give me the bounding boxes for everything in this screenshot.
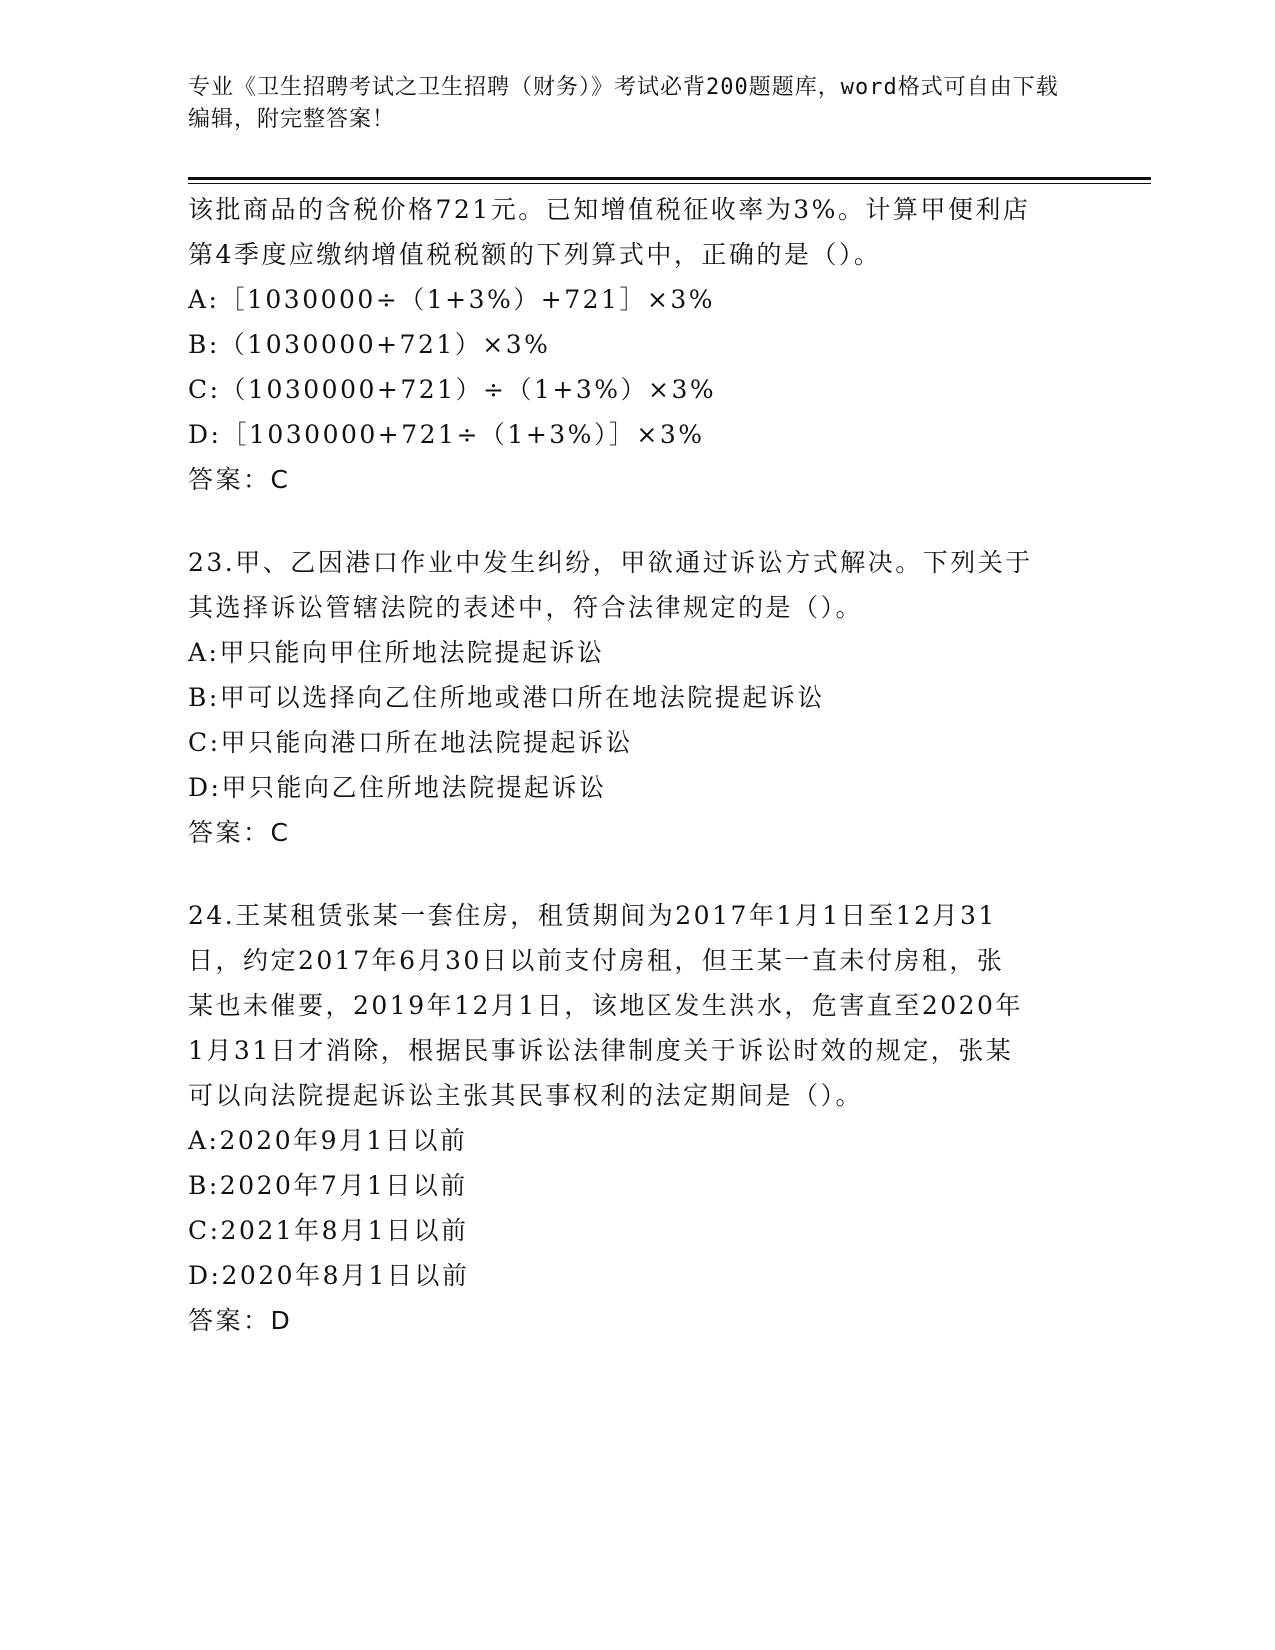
question-stem-line: 某也未催要，2019年12月1日，该地区发生洪水，危害直至2020年 [188, 991, 1023, 1020]
question-stem-line: 第4季度应缴纳增值税税额的下列算式中，正确的是（）。 [188, 240, 882, 269]
question-stem-line: 可以向法院提起诉讼主张其民事权利的法定期间是（）。 [188, 1081, 864, 1110]
question-23 [188, 540, 1088, 855]
question-stem-line: 1月31日才消除，根据民事诉讼法律制度关于诉讼时效的规定，张某 [188, 1036, 1014, 1065]
question-spacer [188, 502, 1088, 540]
question-24 [188, 893, 1088, 1343]
option-c: C:（1030000+721）÷（1+3%）×3% [188, 375, 717, 404]
option-b: B:甲可以选择向乙住所地或港口所在地法院提起诉讼 [188, 683, 825, 712]
question-list [188, 187, 1088, 1343]
option-c: C:甲只能向港口所在地法院提起诉讼 [188, 728, 634, 757]
question-stem-line: 23.甲、乙因港口作业中发生纠纷，甲欲通过诉讼方式解决。下列关于 [188, 548, 1033, 577]
question-22 [188, 187, 1088, 502]
option-b: B:（1030000+721）×3% [188, 330, 551, 359]
answer: 答案：D [188, 1306, 293, 1335]
question-stem-line: 其选择诉讼管辖法院的表述中，符合法律规定的是（）。 [188, 593, 864, 622]
document-header: 专业《卫生招聘考试之卫生招聘（财务）》考试必背200题题库，word格式可自由下载编辑，附完整答案！ [188, 75, 1059, 132]
question-stem-line: 该批商品的含税价格721元。已知增值税征收率为3%。计算甲便利店 [188, 195, 1031, 224]
answer: 答案：C [188, 818, 291, 847]
header-divider-thin [188, 183, 1151, 184]
option-b: B:2020年7月1日以前 [188, 1171, 468, 1200]
header-divider-thick [188, 177, 1151, 180]
answer: 答案：C [188, 465, 291, 494]
question-stem-line: 24.王某租赁张某一套住房，租赁期间为2017年1月1日至12月31 [188, 901, 997, 930]
option-d: D:甲只能向乙住所地法院提起诉讼 [188, 773, 607, 802]
question-spacer [188, 855, 1088, 893]
option-a: A:甲只能向甲住所地法院提起诉讼 [188, 638, 605, 667]
option-d: D:［1030000+721÷（1+3%）］×3% [188, 420, 705, 449]
option-c: C:2021年8月1日以前 [188, 1216, 469, 1245]
option-a: A:2020年9月1日以前 [188, 1126, 468, 1155]
question-stem-line: 日，约定2017年6月30日以前支付房租，但王某一直未付房租，张 [188, 946, 1005, 975]
option-a: A:［1030000÷（1+3%）+721］×3% [188, 285, 716, 314]
option-d: D:2020年8月1日以前 [188, 1261, 470, 1290]
